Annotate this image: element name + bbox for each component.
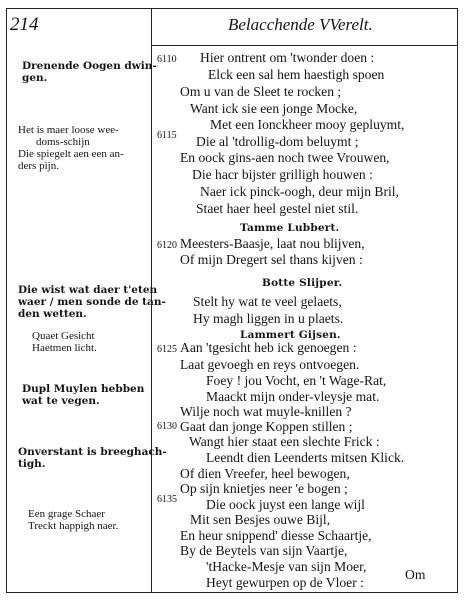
verse-line: 'tHacke-Mesje van sijn Moer, — [206, 559, 367, 574]
page-number: 214 — [10, 14, 39, 35]
verse-line: Leendt dien Leenderts mitsen Klick. — [206, 450, 405, 465]
margin-note-line: Drenende Oogen dwin- — [22, 60, 157, 72]
margin-note — [18, 284, 166, 320]
verse-line: Meesters-Baasje, laat nou blijven, — [180, 236, 365, 251]
verse-line: Mit sen Besjes ouwe Bijl, — [190, 512, 331, 527]
verse-line: Naer ick pinck-oogh, deur mijn Bril, — [200, 184, 399, 199]
margin-note-line: Een grage Schaer — [28, 508, 105, 520]
verse-line: Met een Ionckheer mooy gepluymt, — [210, 117, 405, 132]
line-number: 6125 — [157, 344, 177, 355]
margin-note — [22, 60, 157, 84]
header-rule — [151, 45, 458, 46]
verse-line: Hier ontrent om 'twonder doen : — [200, 50, 375, 65]
verse-line: Elck een sal hem haestigh spoen — [208, 67, 385, 82]
verse-line: Foey ! jou Vocht, en 't Wage-Rat, — [206, 373, 387, 388]
margin-note — [18, 446, 167, 470]
verse-line: Om u van de Sleet te rocken ; — [180, 84, 342, 99]
line-number: 6110 — [157, 54, 177, 65]
verse-line: Die al 'tdrollig-dom beluymt ; — [196, 134, 359, 149]
verse-line: Heyt gewurpen op de Vloer : — [206, 575, 364, 590]
catchword: Om — [405, 567, 426, 582]
verse-line: Die hacr bijster grilligh houwen : — [192, 167, 373, 182]
verse-line: Stelt hy wat te veel gelaets, — [193, 294, 342, 309]
speaker-name: Botte Slijper. — [262, 277, 343, 289]
verse-line: En heur snippend' diesse Schaartje, — [180, 528, 372, 543]
margin-note-line: Die wist wat daer t'eten — [18, 284, 158, 296]
margin-note-line: tigh. — [18, 458, 46, 470]
speaker-name: Lammert Gijsen. — [240, 329, 341, 341]
margin-note-line: doms-schijn — [36, 136, 90, 148]
margin-note-line: Quaet Gesicht — [32, 330, 95, 342]
verse-line: Op sijn knietjes neer 'e bogen ; — [180, 481, 348, 496]
verse-line: Die oock juyst een lange wijl — [206, 497, 365, 512]
margin-note-line: Onverstant is breeghach- — [18, 446, 167, 458]
margin-note — [32, 330, 97, 354]
verse-line: Of dien Vreefer, heel bewogen, — [180, 466, 350, 481]
verse-line: Wangt hier staat een slechte Frick : — [189, 434, 380, 449]
margin-note-line: Haetmen licht. — [32, 342, 97, 354]
margin-note-line: wat te vegen. — [22, 395, 100, 407]
margin-note-line: Die spiegelt aen een an- — [18, 148, 124, 160]
margin-note-line: ders pijn. — [18, 160, 59, 172]
margin-note — [22, 383, 144, 407]
margin-note — [28, 508, 118, 532]
speaker-name: Tamme Lubbert. — [240, 222, 340, 234]
line-number: 6135 — [157, 494, 177, 505]
margin-note-line: gen. — [22, 72, 48, 84]
line-number: 6115 — [157, 130, 177, 141]
margin-note-line: Treckt happigh naer. — [28, 520, 119, 532]
verse-line: Aan 'tgesicht heb ick genoegen : — [180, 340, 357, 355]
margin-note-line: den wetten. — [18, 308, 87, 320]
verse-line: Hy magh liggen in u plaets. — [193, 311, 344, 326]
verse-line: Gaat dan jonge Koppen stillen ; — [180, 419, 353, 434]
margin-note — [18, 124, 124, 172]
verse-line: En oock gins-aen noch twee Vrouwen, — [180, 150, 390, 165]
margin-note-line: Dupl Muylen hebben — [22, 383, 145, 395]
running-head: Belacchende VVerelt. — [228, 15, 373, 34]
line-number: 6130 — [157, 421, 177, 432]
verse-line: By de Beytels van sijn Vaartje, — [180, 543, 348, 558]
margin-note-line: waer / men sonde de tan- — [18, 296, 166, 308]
verse-line: Of mijn Dregert sel thans kijven : — [180, 252, 363, 267]
verse-line: Wilje noch wat muyle-knillen ? — [180, 404, 352, 419]
verse-line: Laat gevoegh en reys ontvoegen. — [180, 357, 360, 372]
margin-note-line: Het is maer loose wee- — [18, 124, 119, 136]
verse-line: Maackt mijn onder-vleysje mat. — [206, 389, 380, 404]
verse-line: Staet haer heel gestel niet stil. — [196, 201, 359, 216]
verse-line: Want ick sie een jonge Mocke, — [190, 101, 358, 116]
line-number: 6120 — [157, 240, 177, 251]
